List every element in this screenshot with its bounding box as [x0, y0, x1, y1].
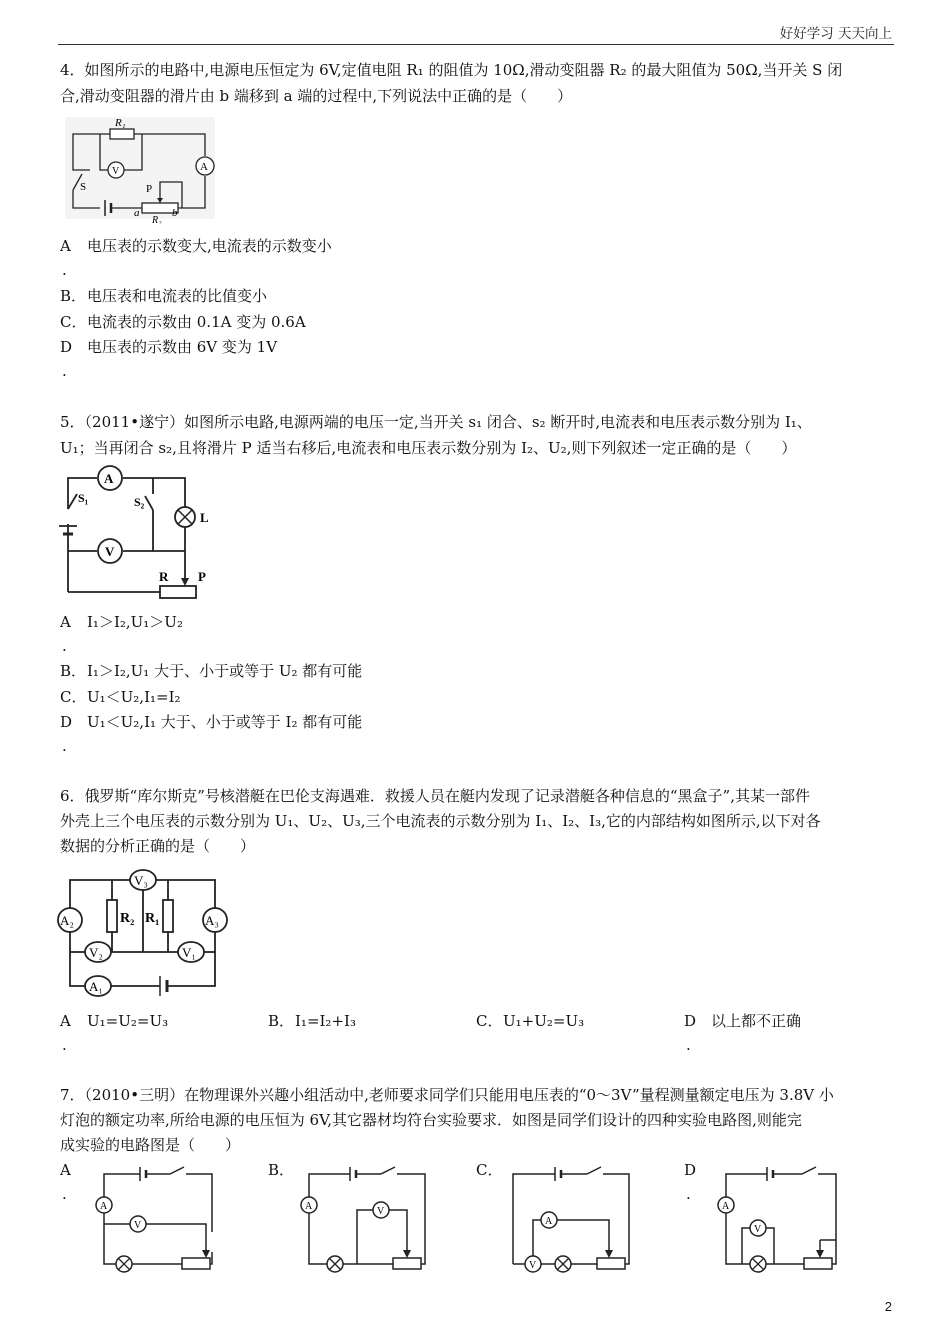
q7-circuit-c[interactable]	[505, 1160, 640, 1278]
q7-b-voltmeter-label: V	[377, 1206, 385, 1217]
q6-r2-resistor	[107, 900, 117, 932]
q7-c-ammeter-label: A	[545, 1216, 553, 1227]
q6-a3-label: A₃	[205, 913, 219, 928]
q7-circuit-a[interactable]	[90, 1160, 220, 1278]
q6-option-c-key: C．	[476, 1012, 503, 1030]
q4-option-d[interactable]	[60, 337, 277, 357]
q5-rheostat	[160, 586, 196, 598]
q7-option-d-key[interactable]: D	[684, 1161, 697, 1179]
q7-option-c-key[interactable]: C．	[476, 1161, 503, 1179]
q5-option-b-key: B．	[60, 662, 87, 680]
q6-v3-label: V₃	[134, 873, 148, 888]
page-number: 2	[884, 1299, 892, 1314]
q5-option-b-text: I₁＞I₂,U₁ 大于、小于或等于 U₂ 都有可能	[87, 662, 363, 680]
q4-v-label: V	[112, 166, 120, 177]
q6-a1-label: A₁	[89, 979, 103, 994]
q7-circuit-b[interactable]	[295, 1160, 430, 1278]
q7-stem-line3: 成实验的电路图是（ ）	[60, 1136, 241, 1154]
q5-circuit-diagram	[55, 464, 215, 604]
q6-r1-resistor	[163, 900, 173, 932]
q5-lamp	[175, 507, 195, 527]
q6-r2-label: R₂	[120, 911, 135, 926]
q6-stem-line1: 6．俄罗斯“库尔斯克”号核潜艇在巴伦支海遇难．救援人员在艇内发现了记录潜艇各种信息的“黑盒子”,其某一部件	[60, 787, 810, 805]
q6-option-b-text: I₁=I₂+I₃	[295, 1012, 356, 1030]
q6-r1-label: R₁	[145, 911, 160, 926]
q5-option-a[interactable]	[60, 612, 183, 632]
q4-option-a-key: A	[60, 237, 71, 255]
q5-r-label: R	[159, 569, 169, 584]
q4-option-b-key: B．	[60, 287, 87, 305]
q4-option-a-text: 电压表的示数变大,电流表的示数变小	[87, 237, 332, 255]
q6-stem-line2: 外壳上三个电压表的示数分别为 U₁、U₂、U₃,三个电流表的示数分别为 I₁、I₂、I₃,它的内部结构如图所示,以下对各	[60, 812, 821, 830]
q7-option-a-key[interactable]: A	[60, 1161, 71, 1179]
q5-option-c-key: C．	[60, 688, 87, 706]
q7-a-ammeter-label: A	[100, 1201, 108, 1212]
q7-option-a-dot: .	[62, 1185, 67, 1203]
q7-option-b-key[interactable]: B．	[268, 1161, 295, 1179]
q7-b-ammeter-label: A	[305, 1201, 313, 1212]
header-rule	[58, 44, 894, 45]
q5-option-d[interactable]	[60, 712, 362, 732]
q4-option-c[interactable]	[60, 312, 306, 332]
q5-option-a-dot: .	[62, 637, 67, 655]
q4-r1-resistor	[110, 129, 134, 139]
q7-a-voltmeter-label: V	[134, 1220, 142, 1231]
q7-d-ammeter-label: A	[722, 1201, 730, 1212]
q5-l-label: L	[200, 510, 209, 525]
q4-b-end-label: b	[172, 207, 178, 219]
q5-option-a-key: A	[60, 613, 71, 631]
q5-option-d-text: U₁＜U₂,I₁ 大于、小于或等于 I₂ 都有可能	[87, 713, 363, 731]
page-header: 好好学习 天天向上	[779, 26, 892, 42]
q7-d-voltmeter-label: V	[754, 1224, 762, 1235]
q5-stem-line1: 5．（2011•遂宁）如图所示电路,电源两端的电压一定,当开关 s₁ 闭合、s₂ 断开时,电流表和电压表示数分别为 I₁、	[60, 413, 812, 431]
q4-option-b-text: 电压表和电流表的比值变小	[87, 287, 268, 305]
q7-option-d-dot: .	[686, 1185, 691, 1203]
q4-option-a-dot: .	[62, 261, 67, 279]
q4-p-label: P	[146, 183, 153, 195]
q6-option-c[interactable]	[476, 1011, 584, 1031]
q7-c-voltmeter-label: V	[529, 1260, 537, 1271]
q5-s1-label: S₁	[78, 491, 89, 505]
q4-a-end-label: a	[134, 207, 140, 219]
q5-option-a-text: I₁＞I₂,U₁＞U₂	[87, 613, 183, 631]
q6-v1-label: V₁	[182, 945, 196, 960]
q4-r1-label: R₁	[115, 117, 126, 129]
q7-stem-line2: 灯泡的额定功率,所给电源的电压恒为 6V,其它器材均符台实验要求．如图是同学们设计的四种实验电路图,则能完	[60, 1111, 802, 1129]
q6-option-d-text: 以上都不正确	[711, 1012, 802, 1030]
q6-stem-line3: 数据的分析正确的是（ ）	[60, 837, 256, 855]
q6-option-b[interactable]	[268, 1011, 356, 1031]
q5-v-label: V	[105, 544, 115, 559]
q5-option-b[interactable]	[60, 661, 362, 681]
q4-option-a[interactable]	[60, 236, 332, 256]
q6-option-a-dot: .	[62, 1036, 67, 1054]
q4-option-c-text: 电流表的示数由 0.1A 变为 0.6A	[87, 313, 306, 331]
q6-v2-label: V₂	[89, 945, 103, 960]
q6-option-c-text: U₁+U₂=U₃	[503, 1012, 585, 1030]
q6-option-a-key: A	[60, 1012, 71, 1030]
q5-s2-label: S₂	[134, 495, 145, 509]
q6-circuit-diagram	[55, 868, 235, 1000]
q7-circuit-d[interactable]	[712, 1160, 847, 1278]
q6-option-a[interactable]	[60, 1011, 168, 1031]
q4-option-d-dot: .	[62, 362, 67, 380]
q4-r2-label: R₂	[152, 215, 162, 224]
q4-option-c-key: C．	[60, 313, 87, 331]
q4-stem-line1: 4．如图所示的电路中,电源电压恒定为 6V,定值电阻 R₁ 的阻值为 10Ω,滑动变阻器 R₂ 的最大阻值为 50Ω,当开关 S 闭	[60, 61, 843, 79]
q4-s-label: S	[80, 181, 87, 193]
q4-option-b[interactable]	[60, 286, 267, 306]
q6-option-d-key: D	[684, 1012, 697, 1030]
q7-stem-line1: 7．（2010•三明）在物理课外兴趣小组活动中,老师要求同学们只能用电压表的“0～3V”量程测量额定电压为 3.8V 小	[60, 1086, 834, 1104]
q5-option-d-key: D	[60, 713, 73, 731]
q4-a-label: A	[200, 161, 208, 173]
q4-option-d-text: 电压表的示数由 6V 变为 1V	[87, 338, 278, 356]
q5-option-d-dot: .	[62, 737, 67, 755]
q4-circuit-diagram	[60, 112, 220, 224]
q4-stem-line2: 合,滑动变阻器的滑片由 b 端移到 a 端的过程中,下列说法中正确的是（ ）	[60, 87, 573, 105]
q5-stem-line2: U₁；当再闭合 s₂,且将滑片 P 适当右移后,电流表和电压表示数分别为 I₂、U₂,则下列叙述一定正确的是（ ）	[60, 439, 797, 457]
q6-a2-label: A₂	[60, 913, 74, 928]
q5-option-c[interactable]	[60, 687, 181, 707]
q5-a-label: A	[104, 471, 114, 486]
q6-option-b-key: B．	[268, 1012, 295, 1030]
q6-option-d-dot: .	[686, 1036, 691, 1054]
q6-option-d[interactable]	[684, 1011, 801, 1031]
q5-option-c-text: U₁＜U₂,I₁=I₂	[87, 688, 181, 706]
q4-option-d-key: D	[60, 338, 73, 356]
q6-option-a-text: U₁=U₂=U₃	[87, 1012, 169, 1030]
q5-p-label: P	[198, 569, 206, 584]
